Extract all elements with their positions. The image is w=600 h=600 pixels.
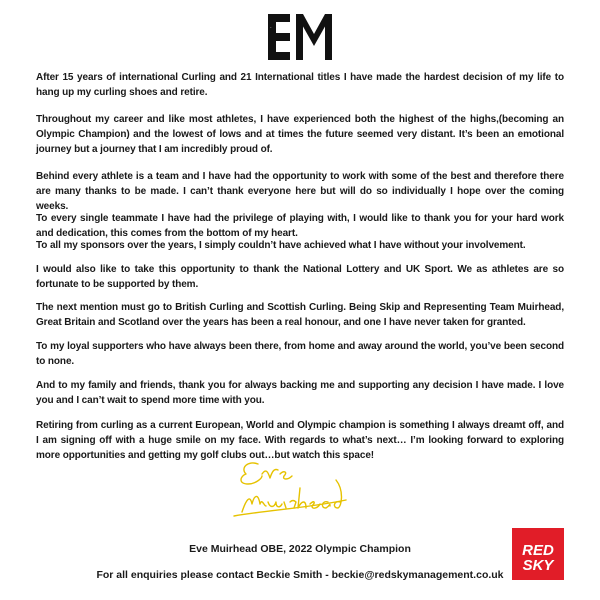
signoff-line: Eve Muirhead OBE, 2022 Olympic Champion <box>189 543 411 555</box>
letter-paragraph-7: The next mention must go to British Curling and Scottish Curling. Being Skip and Representing Team Muirhead, Great Britain and Scotland over the years has been a real honour, and one I have never taken for granted. <box>36 302 564 328</box>
letter-paragraph-9: And to my family and friends, thank you for always backing me and supporting any decision I have made. I love you and I can’t wait to spend more time with you. <box>36 380 564 406</box>
contact-line: For all enquiries please contact Beckie Smith - beckie@redskymanagement.co.uk <box>96 569 504 581</box>
em-monogram-logo <box>268 14 332 60</box>
redsky-logo <box>512 528 564 580</box>
letter-paragraph-6: I would also like to take this opportunity to thank the National Lottery and UK Sport. We as athletes are so fortunate to be supported by them. <box>36 264 564 290</box>
redsky-logo-top: RED <box>522 542 554 559</box>
letter-paragraph-5: To all my sponsors over the years, I simply couldn’t have achieved what I have without your involvement. <box>36 240 526 251</box>
letter-paragraph-4: To every single teammate I have had the privilege of playing with, I would like to thank you for your hard work and dedication, this comes from the bottom of my heart. <box>36 213 564 239</box>
letter-paragraph-8: To my loyal supporters who have always been there, from home and away around the world, you’ve been second to none. <box>36 341 564 367</box>
signature-image <box>228 450 352 530</box>
redsky-logo-bottom: SKY <box>522 557 554 574</box>
letter-paragraph-1: After 15 years of international Curling and 21 International titles I have made the hardest decision of my life to hang up my curling shoes and retire. <box>36 72 564 98</box>
letter-paragraph-10: Retiring from curling as a current European, World and Olympic champion is something I always dreamt off, and I am signing off with a huge smile on my face. With regards to what’s next… I’m looking forward to exploring more opportunities and getting my golf clubs out…but watch this space! <box>36 420 564 461</box>
letter-paragraph-3: Behind every athlete is a team and I have had the opportunity to work with some of the best and therefore there are many thanks to be made. I can’t thank everyone here but will do so individually I hope over the coming weeks. <box>36 171 564 212</box>
letter-paragraph-2: Throughout my career and like most athletes, I have experienced both the highest of the highs,(becoming an Olympic Champion) and the lowest of lows and at times the future seemed very distant. It’s been an emotional journey but a journey that I am incredibly proud of. <box>36 114 564 155</box>
logo-monogram-text: EM <box>270 28 272 29</box>
